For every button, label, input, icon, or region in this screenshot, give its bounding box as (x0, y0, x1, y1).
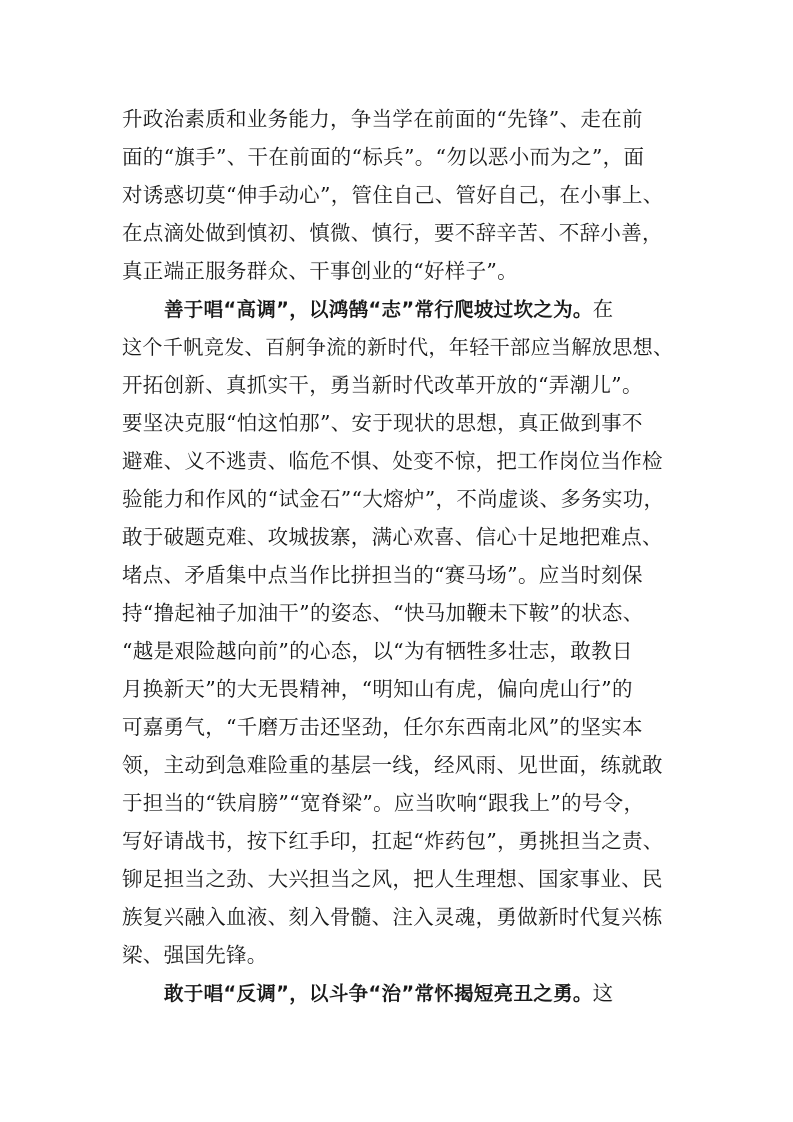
paragraph-heading-line (164, 290, 674, 328)
line-text: 族复兴融入血液、刻入骨髓、注入灵魂，勇做新时代复兴栋 (122, 905, 663, 929)
line-text: 敢于破题克难、攻城拔寨，满心欢喜、信心十足地把难点、 (122, 525, 663, 549)
text-line (122, 898, 674, 936)
paragraph-heading-line (164, 974, 674, 1012)
text-line (122, 214, 674, 252)
text-line (122, 746, 674, 784)
line-text: 写好请战书，按下红手印，扛起“炸药包”，勇挑担当之责、 (122, 829, 664, 853)
text-line (122, 366, 674, 404)
line-text: 这个千帆竞发、百舸争流的新时代，年轻干部应当解放思想、 (122, 335, 674, 359)
line-text: 开拓创新、真抓实干，勇当新时代改革开放的“弄潮儿”。 (122, 373, 643, 397)
text-line (122, 556, 674, 594)
line-text: 在点滴处做到慎初、慎微、慎行，要不辞辛苦、不辞小善， (122, 221, 663, 245)
line-text: “越是艰险越向前”的心态，以“为有牺牲多壮志，敢教日 (122, 639, 633, 663)
line-text: 可嘉勇气，“千磨万击还坚劲，任尔东西南北风”的坚实本 (122, 715, 643, 739)
text-line (122, 176, 674, 214)
text-line (122, 252, 674, 290)
line-text: 要坚决克服“怕这怕那”、安于现状的思想，真正做到事不 (122, 411, 643, 435)
line-text: 在 (592, 297, 614, 321)
line-text: 于担当的“铁肩膀”“宽脊梁”。应当吹响“跟我上”的号令， (122, 791, 645, 815)
text-line (122, 670, 674, 708)
line-text: 验能力和作风的“试金石”“大熔炉”，不尚虚谈、多务实功， (122, 487, 665, 511)
paragraph-heading: 善于唱“高调”，以鸿鹄“志”常行爬坡过坎之为。 (164, 298, 593, 321)
text-line (122, 860, 674, 898)
line-text: 这 (592, 981, 614, 1005)
line-text: 铆足担当之劲、大兴担当之风，把人生理想、国家事业、民 (122, 867, 663, 891)
text-line (122, 442, 674, 480)
text-line (122, 480, 674, 518)
text-line (122, 404, 674, 442)
line-text: 月换新天”的大无畏精神，“明知山有虎，偏向虎山行”的 (122, 677, 633, 701)
line-text: 堵点、矛盾集中点当作比拼担当的“赛马场”。应当时刻保 (122, 563, 643, 587)
line-text: 避难、义不逃责、临危不惧、处变不惊，把工作岗位当作检 (122, 449, 663, 473)
text-line (122, 632, 674, 670)
text-line (122, 708, 674, 746)
line-text: 领，主动到急难险重的基层一线，经风雨、见世面，练就敢 (122, 753, 663, 777)
paragraph-heading: 敢于唱“反调”，以斗争“治”常怀揭短亮丑之勇。 (164, 982, 593, 1005)
text-line (122, 822, 674, 860)
line-text: 持“撸起袖子加油干”的姿态、“快马加鞭未下鞍”的状态、 (122, 601, 644, 625)
text-line (122, 784, 674, 822)
line-text: 面的“旗手”、干在前面的“标兵”。“勿以恶小而为之”，面 (122, 145, 645, 169)
line-text: 真正端正服务群众、干事创业的“好样子”。 (122, 259, 518, 283)
text-line (122, 328, 674, 366)
text-line (122, 594, 674, 632)
text-line (122, 518, 674, 556)
line-text: 升政治素质和业务能力，争当学在前面的“先锋”、走在前 (122, 107, 643, 131)
text-line (122, 936, 674, 974)
line-text: 对诱惑切莫“伸手动心”，管住自己、管好自己，在小事上、 (122, 183, 664, 207)
line-text: 梁、强国先锋。 (122, 943, 268, 967)
text-line (122, 100, 674, 138)
text-line (122, 138, 674, 176)
